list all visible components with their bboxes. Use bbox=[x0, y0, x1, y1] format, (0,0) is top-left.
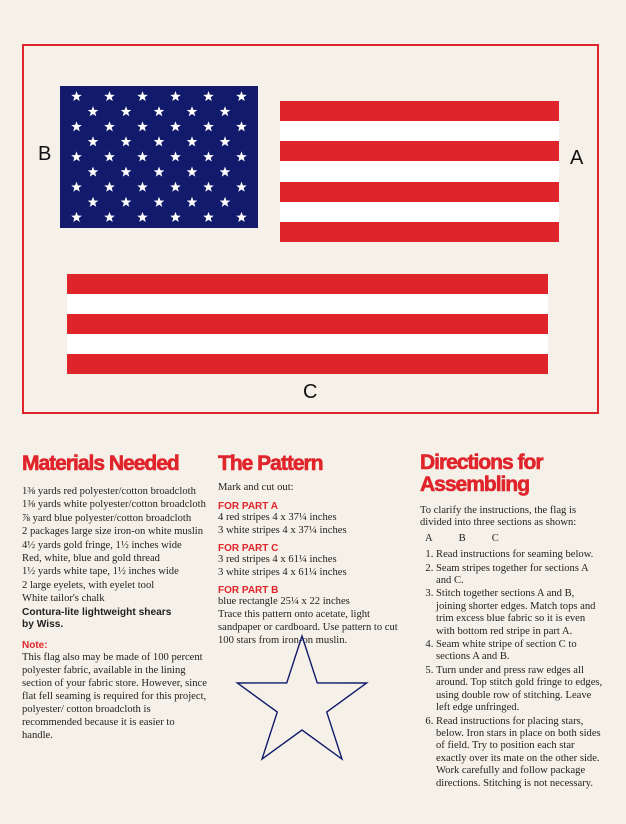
list-item: Red, white, blue and gold thread bbox=[22, 553, 160, 565]
letter-b: B bbox=[458, 532, 466, 544]
list-item: 1½ yards white tape, 1½ inches wide bbox=[22, 566, 179, 578]
letter-a: A bbox=[425, 532, 433, 544]
materials-column bbox=[22, 452, 208, 742]
letter-c: C bbox=[491, 532, 499, 544]
part-a-line: 3 white stripes 4 x 37¼ inches bbox=[218, 524, 347, 536]
white-stripe bbox=[280, 161, 559, 181]
part-c-line: 3 white stripes 4 x 61¼ inches bbox=[218, 566, 347, 578]
white-stripe bbox=[67, 294, 548, 314]
red-stripe bbox=[280, 141, 559, 161]
list-item: 4½ yards gold fringe, 1½ inches wide bbox=[22, 539, 182, 551]
part-a-label: FOR PART A bbox=[218, 501, 278, 513]
stripes-section-a bbox=[280, 101, 559, 242]
list-item: 2 packages large size iron-on white muslin bbox=[22, 526, 204, 538]
white-stripe bbox=[280, 202, 559, 222]
part-c-label: FOR PART C bbox=[218, 543, 279, 555]
pattern-heading: The Pattern bbox=[218, 452, 323, 475]
red-stripe bbox=[280, 182, 559, 202]
note-text: This flag also may be made of 100 percent polyester fabric, available in the lining section of your fabric store. However, since flat fell seaming is required for this project, polyester/ cotton broadcloth is recommended because it is easier to handle. bbox=[22, 652, 207, 742]
step-item: 1. Read instructions for seaming below. bbox=[436, 549, 604, 561]
directions-column bbox=[420, 452, 604, 791]
materials-heading: Materials Needed bbox=[22, 452, 179, 475]
red-stripe bbox=[67, 354, 548, 374]
step-item: 4. Seam white stripe of section C to sections A and B. bbox=[436, 639, 604, 664]
shears-text: Contura-lite lightweight shears bbox=[22, 606, 172, 618]
part-a-line: 4 red stripes 4 x 37¼ inches bbox=[218, 512, 337, 524]
red-stripe bbox=[67, 274, 548, 294]
list-item: ⅞ yard blue polyester/cotton broadcloth bbox=[22, 512, 192, 524]
section-label-c: C bbox=[303, 381, 318, 403]
directions-heading-line1: Directions for bbox=[420, 451, 543, 474]
directions-heading-line2: Assembling bbox=[420, 473, 530, 496]
pattern-intro: Mark and cut out: bbox=[218, 482, 294, 493]
note-label: Note: bbox=[22, 640, 48, 652]
step-item: 5. Turn under and press raw edges all around. Top stitch gold fringe to edges, using double row of stitching. Leave left edge unfringed. bbox=[436, 665, 604, 715]
section-label-b: B bbox=[38, 143, 52, 165]
list-item: White tailor's chalk bbox=[22, 593, 105, 605]
blue-star-field bbox=[60, 86, 258, 228]
part-b-label: FOR PART B bbox=[218, 585, 279, 597]
list-item: 1⅜ yards white polyester/cotton broadcloth bbox=[22, 499, 206, 511]
step-item: 2. Seam stripes together for sections A and C. bbox=[436, 563, 604, 588]
section-letters bbox=[425, 533, 604, 545]
materials-list bbox=[22, 486, 208, 606]
part-c-line: 3 red stripes 4 x 61¼ inches bbox=[218, 554, 337, 566]
section-label-a: A bbox=[570, 147, 584, 169]
list-item: 1⅜ yards red polyester/cotton broadcloth bbox=[22, 486, 196, 497]
red-stripe bbox=[67, 314, 548, 334]
white-stripe bbox=[280, 121, 559, 141]
star-pattern-outline bbox=[232, 632, 372, 766]
red-stripe bbox=[280, 222, 559, 242]
list-item: 2 large eyelets, with eyelet tool bbox=[22, 579, 155, 591]
shears-note bbox=[22, 607, 208, 632]
pattern-column bbox=[218, 452, 400, 647]
part-b-text: Trace this pattern onto acetate, light sandpaper or cardboard. Use pattern to cut 100 stars from iron-on muslin. bbox=[218, 609, 398, 647]
part-b-line: blue rectangle 25¼ x 22 inches bbox=[218, 596, 350, 608]
step-item: 6. Read instructions for placing stars, below. Iron stars in place on both sides of field. Try to position each star exactly over its mate on the other side. Work carefully and follow package directions. Stitching is not necessary. bbox=[436, 716, 604, 790]
red-stripe bbox=[280, 101, 559, 121]
step-item: 3. Stitch together sections A and B, joining shorter edges. Match tops and trim excess blue fabric so it is even with bottom red stripe in part A. bbox=[436, 588, 604, 638]
stripes-section-c bbox=[67, 274, 548, 374]
shears-brand: by Wiss. bbox=[22, 619, 64, 631]
steps-list bbox=[420, 549, 604, 790]
directions-intro: To clarify the instructions, the flag is divided into three sections as shown: bbox=[420, 505, 577, 529]
white-stripe bbox=[67, 334, 548, 354]
directions-heading bbox=[420, 452, 604, 496]
